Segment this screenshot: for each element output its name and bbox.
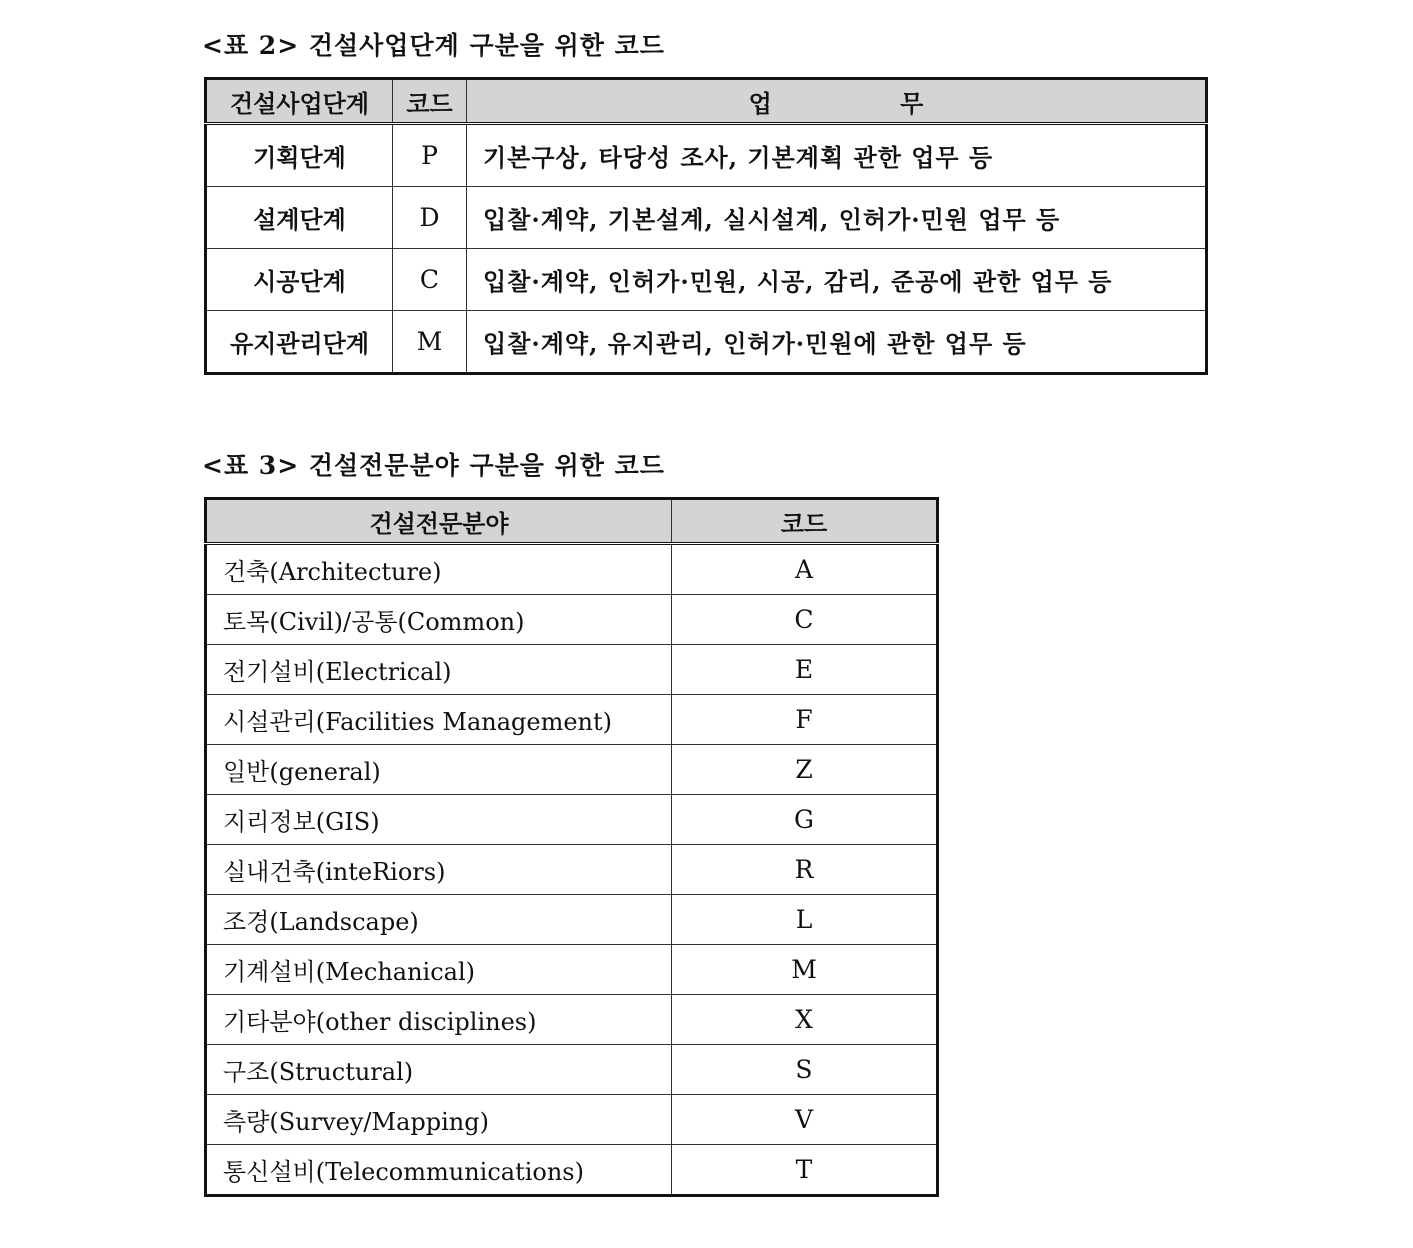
table-row (206, 895, 938, 945)
table-row (206, 645, 938, 695)
field-cell: 측량(Survey/Mapping) (206, 1095, 672, 1145)
code-cell: M (393, 311, 467, 374)
field-cell: 일반(general) (206, 745, 672, 795)
code-cell: E (672, 645, 938, 695)
code-cell: C (393, 249, 467, 311)
code-cell: L (672, 895, 938, 945)
stage-cell: 설계단계 (206, 187, 393, 249)
code-cell: M (672, 945, 938, 995)
table-row (206, 995, 938, 1045)
field-cell: 전기설비(Electrical) (206, 645, 672, 695)
table2-caption: <표 2> 건설사업단계 구분을 위한 코드 (202, 31, 665, 60)
field-cell: 기계설비(Mechanical) (206, 945, 672, 995)
field-cell: 건축(Architecture) (206, 544, 672, 595)
code-cell: C (672, 595, 938, 645)
stage-cell: 유지관리단계 (206, 311, 393, 374)
code-cell: T (672, 1145, 938, 1196)
stage-cell: 기획단계 (206, 124, 393, 187)
field-cell: 조경(Landscape) (206, 895, 672, 945)
table-row (206, 945, 938, 995)
stage-cell: 시공단계 (206, 249, 393, 311)
code-cell: P (393, 124, 467, 187)
column-header-code: 코드 (672, 499, 938, 544)
code-cell: S (672, 1045, 938, 1095)
table-row (206, 845, 938, 895)
table-row (206, 124, 1207, 187)
table-row (206, 745, 938, 795)
code-cell: G (672, 795, 938, 845)
code-cell: V (672, 1095, 938, 1145)
table-row (206, 595, 938, 645)
field-cell: 지리정보(GIS) (206, 795, 672, 845)
table-header-row (206, 499, 938, 544)
field-cell: 기타분야(other disciplines) (206, 995, 672, 1045)
task-cell: 입찰·계약, 기본설계, 실시설계, 인허가·민원 업무 등 (467, 187, 1207, 249)
table-row (206, 311, 1207, 374)
table-row (206, 1045, 938, 1095)
table-row (206, 1145, 938, 1196)
table-row (206, 544, 938, 595)
field-cell: 구조(Structural) (206, 1045, 672, 1095)
code-cell: Z (672, 745, 938, 795)
table-header-row (206, 79, 1207, 124)
table-row (206, 1095, 938, 1145)
code-cell: F (672, 695, 938, 745)
column-header-code: 코드 (393, 79, 467, 124)
code-cell: A (672, 544, 938, 595)
code-cell: R (672, 845, 938, 895)
column-header-field: 건설전문분야 (206, 499, 672, 544)
task-cell: 기본구상, 타당성 조사, 기본계획 관한 업무 등 (467, 124, 1207, 187)
field-cell: 통신설비(Telecommunications) (206, 1145, 672, 1196)
column-header-stage: 건설사업단계 (206, 79, 393, 124)
task-cell: 입찰·계약, 인허가·민원, 시공, 감리, 준공에 관한 업무 등 (467, 249, 1207, 311)
column-header-task: 업 무 (467, 79, 1207, 124)
table-row (206, 249, 1207, 311)
code-cell: X (672, 995, 938, 1045)
construction-stage-code-table (204, 77, 1208, 375)
field-cell: 실내건축(inteRiors) (206, 845, 672, 895)
task-cell: 입찰·계약, 유지관리, 인허가·민원에 관한 업무 등 (467, 311, 1207, 374)
table-row (206, 695, 938, 745)
field-cell: 시설관리(Facilities Management) (206, 695, 672, 745)
table3-caption: <표 3> 건설전문분야 구분을 위한 코드 (202, 451, 665, 480)
field-cell: 토목(Civil)/공통(Common) (206, 595, 672, 645)
table-row (206, 187, 1207, 249)
construction-field-code-table (204, 497, 939, 1197)
code-cell: D (393, 187, 467, 249)
table-row (206, 795, 938, 845)
